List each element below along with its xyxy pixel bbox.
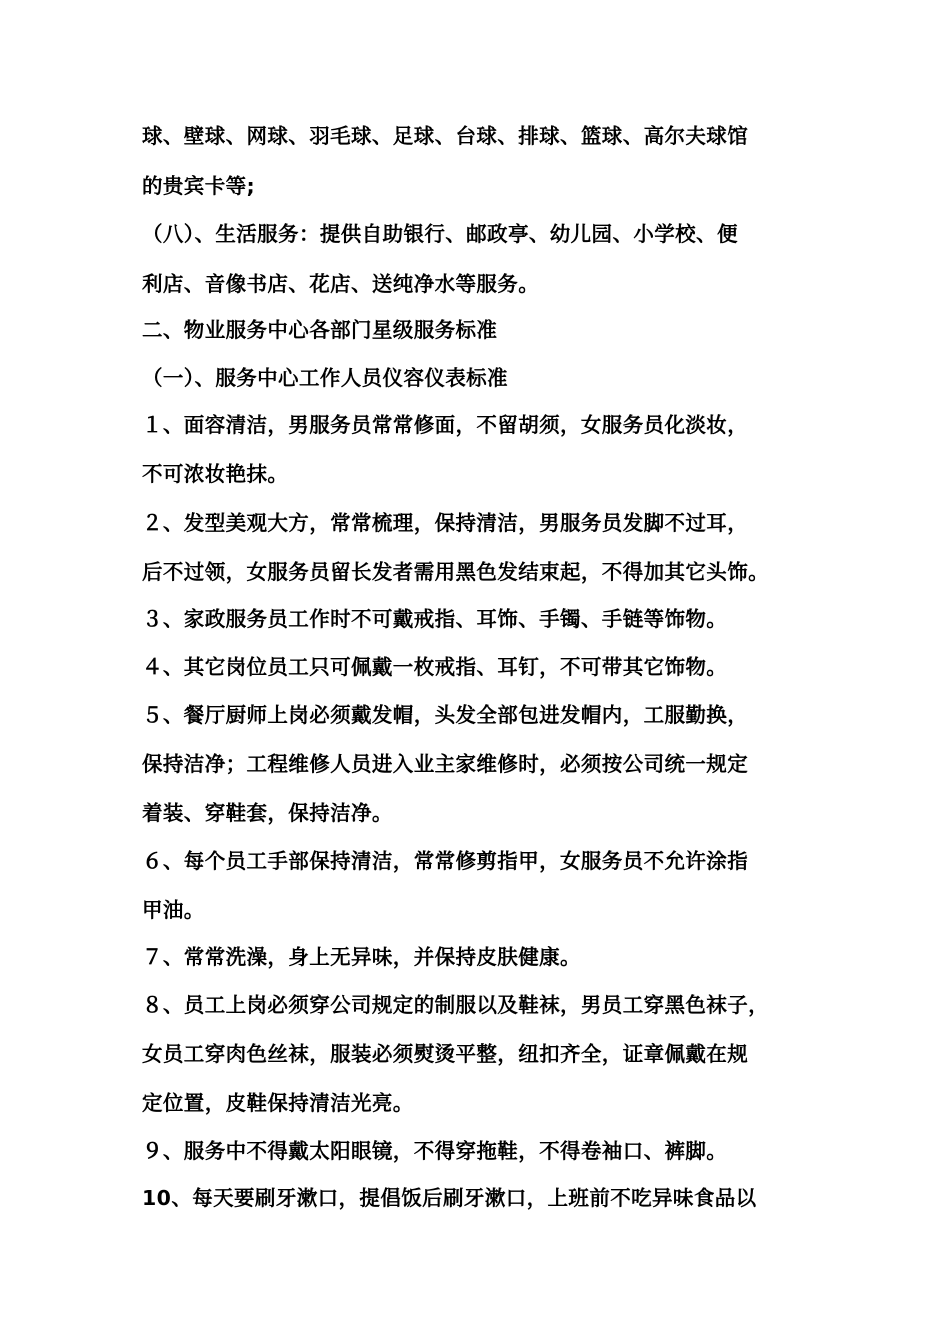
text-line: 女员工穿肉色丝袜，服装必须熨烫平整，纽扣齐全，证章佩戴在规 xyxy=(142,1042,749,1066)
text-line: 保持洁净；工程维修人员进入业主家维修时，必须按公司统一规定 xyxy=(142,752,749,776)
text-line: １、面容清洁，男服务员常常修面，不留胡须，女服务员化淡妆， xyxy=(142,413,749,437)
text-line: ９、服务中不得戴太阳眼镜，不得穿拖鞋，不得卷袖口、裤脚。 xyxy=(142,1139,728,1163)
text-line: 利店、音像书店、花店、送纯净水等服务。 xyxy=(142,272,540,296)
text-line: ２、发型美观大方，常常梳理，保持清洁，男服务员发脚不过耳， xyxy=(142,511,749,535)
text-line: 甲油。 xyxy=(142,898,205,922)
text-line: 球、壁球、网球、羽毛球、足球、台球、排球、篮球、高尔夫球馆 xyxy=(142,124,749,148)
text-line: 后不过领，女服务员留长发者需用黑色发结束起，不得加其它头饰。 xyxy=(142,560,769,584)
text-line: 着装、穿鞋套，保持洁净。 xyxy=(142,801,393,825)
text-line: ４、其它岗位员工只可佩戴一枚戒指、耳钉，不可带其它饰物。 xyxy=(142,655,728,679)
text-line: （八）、生活服务：提供自助银行、邮政亭、幼儿园、小学校、便 xyxy=(142,222,738,246)
text-line: ５、餐厅厨师上岗必须戴发帽，头发全部包进发帽内，工服勤换， xyxy=(142,703,749,727)
text-line: 定位置，皮鞋保持清洁光亮。 xyxy=(142,1091,414,1115)
text-line: ８、员工上岗必须穿公司规定的制服以及鞋袜，男员工穿黑色袜子， xyxy=(142,993,769,1017)
subsection-heading: （一）、服务中心工作人员仪容仪表标准 xyxy=(142,366,508,390)
text-line: 10、每天要刷牙漱口，提倡饭后刷牙漱口，上班前不吃异味食品以 xyxy=(142,1186,757,1210)
text-line: ３、家政服务员工作时不可戴戒指、耳饰、手镯、手链等饰物。 xyxy=(142,607,728,631)
section-heading: 二、物业服务中心各部门星级服务标准 xyxy=(142,318,498,342)
text-line: ７、常常洗澡，身上无异味，并保持皮肤健康。 xyxy=(142,945,581,969)
text-line: 不可浓妆艳抹。 xyxy=(142,462,289,486)
text-line: ６、每个员工手部保持清洁，常常修剪指甲，女服务员不允许涂指 xyxy=(142,849,749,873)
text-line: 的贵宾卡等; xyxy=(142,174,256,198)
